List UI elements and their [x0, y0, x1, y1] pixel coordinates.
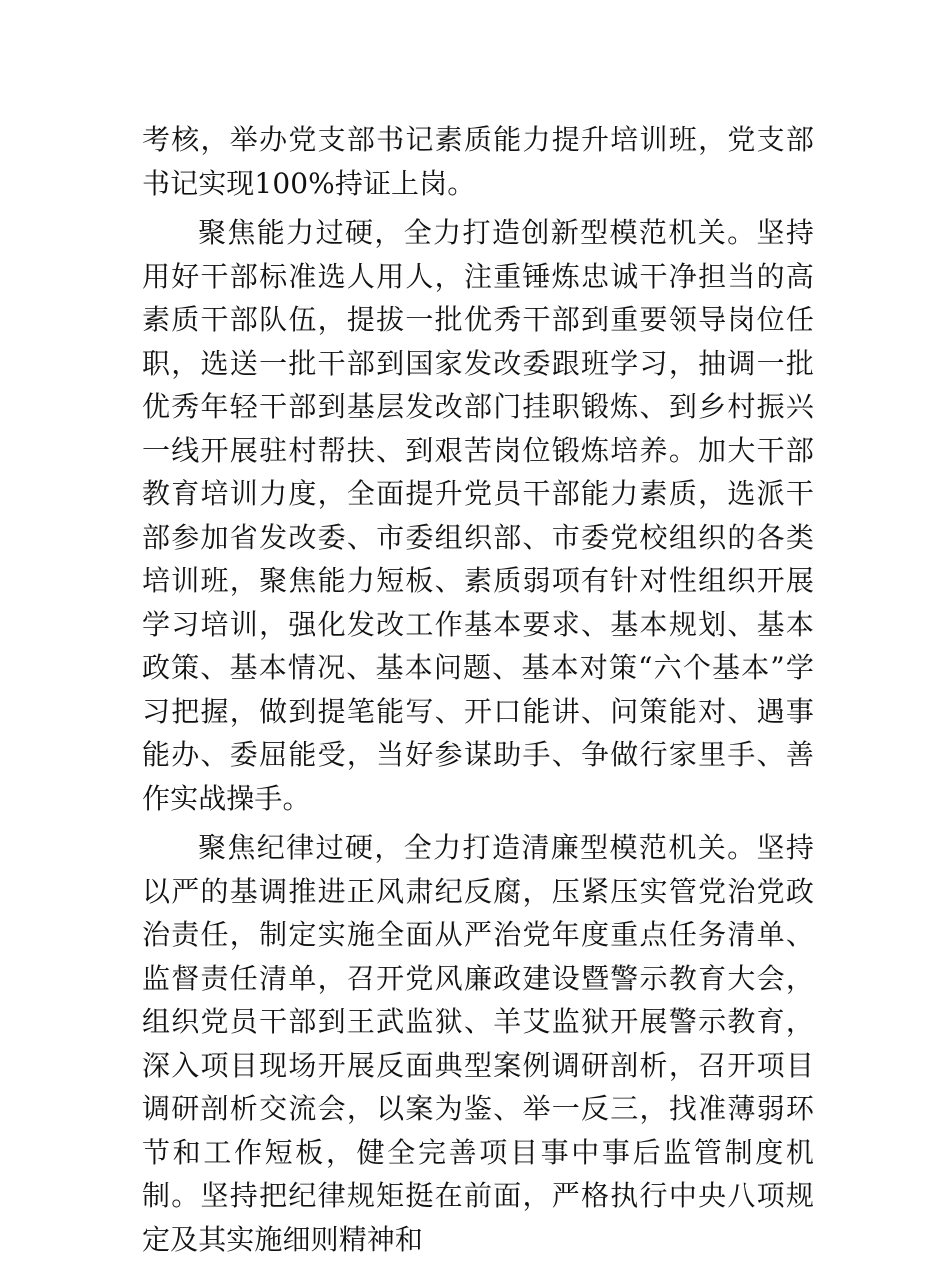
document-page [142, 118, 814, 1261]
paragraph-discipline: 聚焦纪律过硬，全力打造清廉型模范机关。坚持以严的基调推进正风肃纪反腐，压紧压实管党治党政治责任，制定实施全面从严治党年度重点任务清单、监督责任清单，召开党风廉政建设暨警示教育大会，组织党员干部到王武监狱、羊艾监狱开展警示教育，深入项目现场开展反面典型案例调研剖析，召开项目调研剖析交流会，以案为鉴、举一反三，找准薄弱环节和工作短板，健全完善项目事中事后监管制度机制。坚持把纪律规矩挺在前面，严格执行中央八项规定及其实施细则精神和 [142, 831, 814, 1256]
paragraph-ability: 聚焦能力过硬，全力打造创新型模范机关。坚持用好干部标准选人用人，注重锤炼忠诚干净担当的高素质干部队伍，提拔一批优秀干部到重要领导岗位任职，选送一批干部到国家发改委跟班学习，抽调一批优秀年轻干部到基层发改部门挂职锻炼、到乡村振兴一线开展驻村帮扶、到艰苦岗位锻炼培养。加大干部教育培训力度，全面提升党员干部能力素质，选派干部参加省发改委、市委组织部、市委党校组织的各类培训班，聚焦能力短板、素质弱项有针对性组织开展学习培训，强化发改工作基本要求、基本规划、基本政策、基本情况、基本问题、基本对策“六个基本”学习把握，做到提笔能写、开口能讲、问策能对、遇事能办、委屈能受，当好参谋助手、争做行家里手、善作实战操手。 [142, 216, 814, 815]
paragraph-continuation: 考核，举办党支部书记素质能力提升培训班，党支部书记实现100%持证上岗。 [142, 123, 814, 200]
